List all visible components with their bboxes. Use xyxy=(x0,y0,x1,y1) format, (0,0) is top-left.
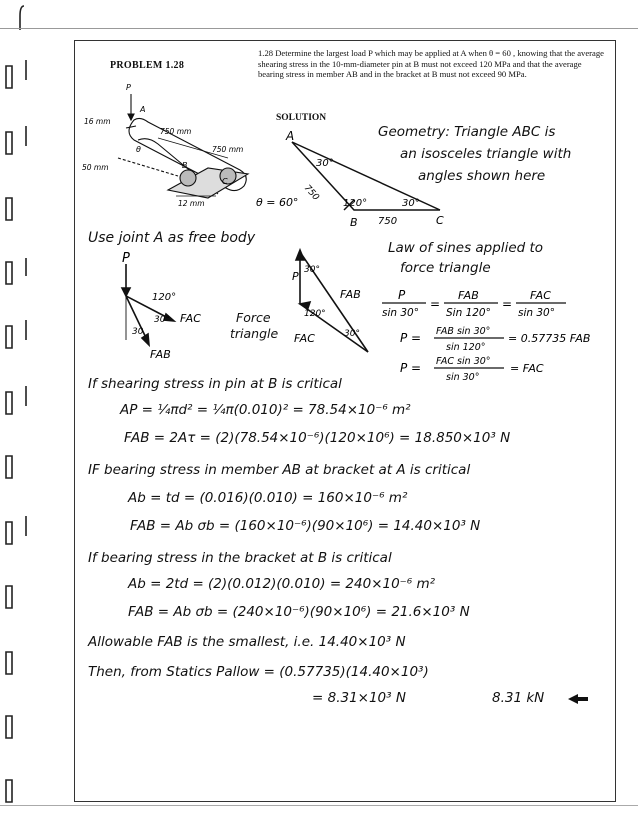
ft-label-p: P xyxy=(292,270,299,283)
fig-dim-750-top: 750 mm xyxy=(160,127,192,136)
ls-r3-den: sin 30° xyxy=(446,372,480,383)
ft-label-fab: FAB xyxy=(340,288,361,301)
binder-hole xyxy=(6,392,12,414)
top-rule xyxy=(0,28,638,29)
answer-arrow-icon xyxy=(566,692,590,706)
ls-r2-num: FAB sin 30° xyxy=(436,326,491,337)
binder-hole xyxy=(6,652,12,674)
law-of-sines-heading-2: force triangle xyxy=(400,260,491,276)
ft-angle-120: 120° xyxy=(304,309,326,319)
fb-label-p: P xyxy=(122,251,130,266)
svg-text:=: = xyxy=(430,297,441,311)
svg-text:=: = xyxy=(502,297,513,311)
binder-hole xyxy=(6,716,12,738)
bottom-rule xyxy=(0,805,638,806)
ls-r3-rhs: = FAC xyxy=(510,362,544,375)
work-line-pallow-result: = 8.31×10³ N xyxy=(312,690,406,706)
binder-hole xyxy=(6,326,12,348)
fb-label-fac: FAC xyxy=(180,312,201,325)
work-line-bearing-area-ab: Ab = td = (0.016)(0.010) = 160×10⁻⁶ m² xyxy=(128,490,408,506)
final-answer: 8.31 kN xyxy=(492,690,545,706)
work-line-bearing-bracket-critical: If bearing stress in the bracket at B is critical xyxy=(88,550,392,566)
fb-angle-30b: 30 xyxy=(132,327,144,337)
law-of-sines-heading-1: Law of sines applied to xyxy=(388,240,544,256)
tri-side-bc: 750 xyxy=(378,216,398,227)
ls-r1-den3: sin 30° xyxy=(518,307,555,319)
tri-side-ab: 750 xyxy=(301,183,321,203)
ls-r3-num: FAC sin 30° xyxy=(436,356,491,367)
work-line-bearing-area-bracket: Ab = 2td = (2)(0.012)(0.010) = 240×10⁻⁶ m² xyxy=(128,576,436,592)
solution-heading: SOLUTION xyxy=(276,113,327,123)
work-line-fab-bearing-ab: FAB = Ab σb = (160×10⁻⁶)(90×10⁶) = 14.40×10³ N xyxy=(130,518,481,534)
tri-angle-b: 120° xyxy=(343,198,368,209)
fig-label-a: A xyxy=(140,105,146,114)
work-line-fab-bearing-bracket: FAB = Ab σb = (240×10⁻⁶)(90×10⁶) = 21.6×10³ N xyxy=(128,604,470,620)
work-line-shear-critical: If shearing stress in pin at B is critical xyxy=(88,376,342,392)
ft-angle-30-top: 30° xyxy=(304,265,320,275)
tri-theta: θ = 60° xyxy=(256,196,299,209)
work-line-statics: Then, from Statics Pallow = (0.57735)(14.40×10³) xyxy=(88,664,429,680)
fig-label-c: C xyxy=(222,177,228,186)
bracket-figure xyxy=(78,80,278,210)
free-body-heading: Use joint A as free body xyxy=(88,230,256,246)
geometry-note-line-3: angles shown here xyxy=(418,168,546,184)
binder-hole xyxy=(6,132,12,154)
fig-label-p: P xyxy=(126,83,131,92)
fb-angle-120: 120° xyxy=(152,292,177,303)
fig-dim-50: 50 mm xyxy=(82,163,109,172)
fb-angle-30a: 30° xyxy=(154,315,170,325)
ft-angle-30-right: 30° xyxy=(344,329,360,339)
fig-label-b: B xyxy=(182,161,188,170)
bracket-base xyxy=(168,168,248,198)
work-line-fab-shear: FAB = 2Aτ = (2)(78.54×10⁻⁶)(120×10⁶) = 18.850×10³ N xyxy=(124,430,511,446)
binder-rings-decoration xyxy=(0,0,50,825)
binder-hole xyxy=(6,456,12,478)
tri-label-a: A xyxy=(286,130,295,143)
ls-r1-den1: sin 30° xyxy=(382,307,419,319)
fig-label-theta: θ xyxy=(136,145,141,154)
ft-label-fac: FAC xyxy=(294,332,315,345)
binder-hole xyxy=(6,262,12,284)
work-line-allowable-fab: Allowable FAB is the smallest, i.e. 14.40×10³ N xyxy=(88,634,406,650)
fig-dim-750-mid: 750 mm xyxy=(212,145,244,154)
fb-label-fab: FAB xyxy=(150,348,171,361)
binder-hole xyxy=(6,198,12,220)
binder-margin xyxy=(0,0,50,825)
tri-label-b: B xyxy=(350,216,358,229)
work-line-bearing-ab-critical: IF bearing stress in member AB at bracket at A is critical xyxy=(88,462,471,478)
force-triangle xyxy=(284,238,384,368)
tri-angle-a: 30° xyxy=(316,158,334,169)
ls-r2-rhs: = 0.57735 FAB xyxy=(508,332,591,345)
ls-r1-den2: Sin 120° xyxy=(446,307,491,319)
ls-r1-num1: P xyxy=(398,288,406,302)
geometry-note-line-1: Geometry: Triangle ABC is xyxy=(378,124,556,140)
ls-r2-den: sin 120° xyxy=(446,342,486,353)
problem-statement: 1.28 Determine the largest load P which may be applied at A when θ = 60 , knowing that the average shearing stress in the 10-mm-diameter pin at B must not exceed 120 MPa and that the average bearing stress in member AB and in the bracket at B must not exceed 90 MPa. xyxy=(258,48,604,80)
tri-angle-c: 30° xyxy=(402,198,420,209)
work-line-pin-area: AP = ¼πd² = ¼π(0.010)² = 78.54×10⁻⁶ m² xyxy=(120,402,411,418)
joint-a-free-body xyxy=(104,250,254,370)
tri-label-c: C xyxy=(436,214,444,227)
fig-dim-12: 12 mm xyxy=(178,199,205,208)
ls-r1-num3: FAC xyxy=(530,289,551,302)
binder-hole xyxy=(6,586,12,608)
binder-hole xyxy=(6,780,12,802)
binder-hole xyxy=(6,522,12,544)
fig-dim-16: 16 mm xyxy=(84,117,111,126)
ls-r1-num2: FAB xyxy=(458,289,479,302)
problem-number: PROBLEM 1.28 xyxy=(110,60,185,71)
ls-r3-lhs: P = xyxy=(400,361,422,375)
ls-r2-lhs: P = xyxy=(400,331,422,345)
binder-hole xyxy=(6,66,12,88)
force-triangle-label-2: triangle xyxy=(230,326,279,341)
pin-b xyxy=(180,170,196,186)
force-triangle-label-1: Force xyxy=(236,310,271,325)
law-of-sines-equations xyxy=(376,282,616,388)
geometry-note-line-2: an isosceles triangle with xyxy=(400,146,572,162)
